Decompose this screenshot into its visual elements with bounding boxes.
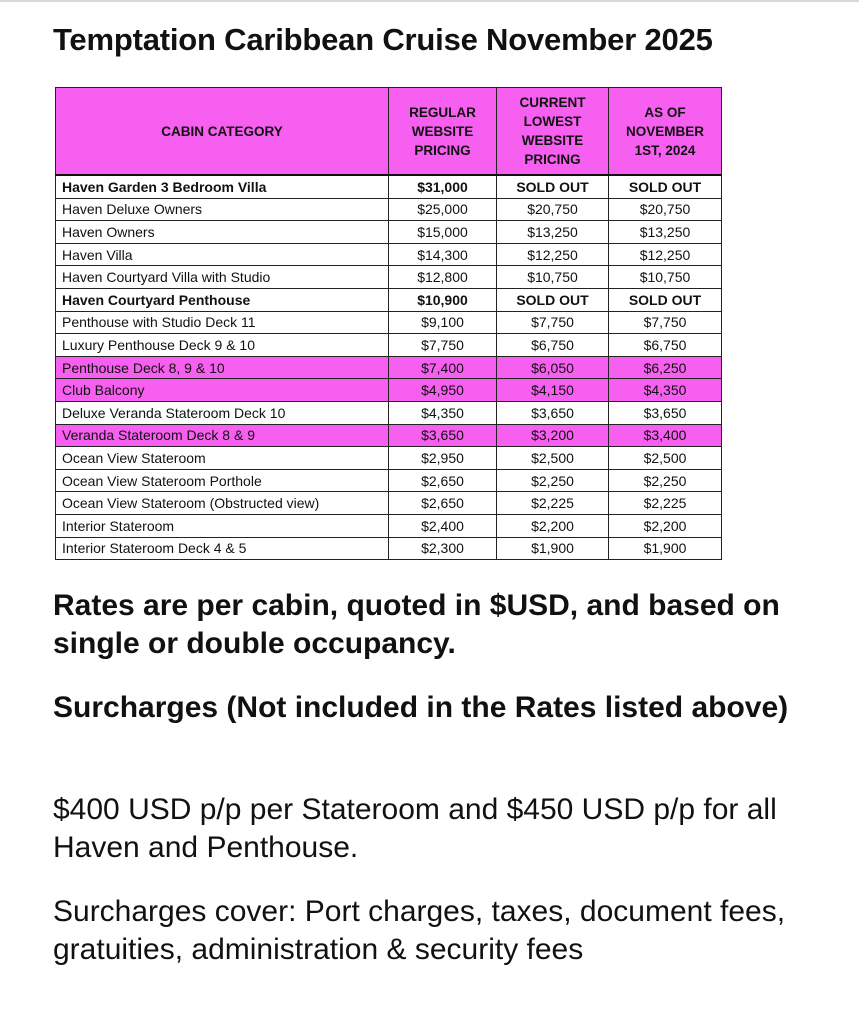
cell-current-price: $10,750 xyxy=(497,266,609,289)
cell-asof-price: $6,750 xyxy=(609,334,722,357)
table-row xyxy=(56,356,722,379)
cell-current-price: $3,200 xyxy=(497,424,609,447)
cell-current-price: SOLD OUT xyxy=(497,288,609,311)
cell-regular-price: $4,950 xyxy=(389,379,497,402)
cell-regular-price: $3,650 xyxy=(389,424,497,447)
cell-asof-price: $6,250 xyxy=(609,356,722,379)
cell-cabin: Interior Stateroom Deck 4 & 5 xyxy=(56,537,389,560)
header-current-lowest-pricing: CURRENT LOWEST WEBSITE PRICING xyxy=(497,88,609,176)
cell-cabin: Ocean View Stateroom Porthole xyxy=(56,469,389,492)
cell-current-price: $2,200 xyxy=(497,514,609,537)
cell-asof-price: $1,900 xyxy=(609,537,722,560)
cell-asof-price: $20,750 xyxy=(609,198,722,221)
header-cabin-category: CABIN CATEGORY xyxy=(56,88,389,176)
cell-current-price: $1,900 xyxy=(497,537,609,560)
cell-asof-price: $4,350 xyxy=(609,379,722,402)
cell-current-price: $4,150 xyxy=(497,379,609,402)
cell-current-price: $2,250 xyxy=(497,469,609,492)
table-row xyxy=(56,514,722,537)
table-row xyxy=(56,401,722,424)
cell-regular-price: $7,400 xyxy=(389,356,497,379)
cell-regular-price: $2,300 xyxy=(389,537,497,560)
cell-asof-price: SOLD OUT xyxy=(609,175,722,198)
cell-cabin: Deluxe Veranda Stateroom Deck 10 xyxy=(56,401,389,424)
cell-regular-price: $14,300 xyxy=(389,243,497,266)
cell-current-price: $7,750 xyxy=(497,311,609,334)
cell-cabin: Penthouse Deck 8, 9 & 10 xyxy=(56,356,389,379)
cell-current-price: $6,750 xyxy=(497,334,609,357)
cell-asof-price: $13,250 xyxy=(609,221,722,244)
cell-asof-price: $2,200 xyxy=(609,514,722,537)
cell-cabin: Interior Stateroom xyxy=(56,514,389,537)
cell-regular-price: $7,750 xyxy=(389,334,497,357)
cell-current-price: $3,650 xyxy=(497,401,609,424)
table-row xyxy=(56,334,722,357)
cell-cabin: Haven Courtyard Villa with Studio xyxy=(56,266,389,289)
surcharges-cover: Surcharges cover: Port charges, taxes, document fees, gratuities, administration & security fees xyxy=(53,895,786,966)
cell-asof-price: $2,225 xyxy=(609,492,722,515)
cell-regular-price: $12,800 xyxy=(389,266,497,289)
cell-asof-price: $10,750 xyxy=(609,266,722,289)
header-regular-pricing: REGULAR WEBSITE PRICING xyxy=(389,88,497,176)
cell-current-price: $13,250 xyxy=(497,221,609,244)
cell-cabin: Ocean View Stateroom xyxy=(56,447,389,470)
rates-note: Rates are per cabin, quoted in $USD, and based on single or double occupancy. xyxy=(53,589,780,660)
cell-cabin: Haven Courtyard Penthouse xyxy=(56,288,389,311)
cell-cabin: Veranda Stateroom Deck 8 & 9 xyxy=(56,424,389,447)
header-as-of-date: AS OF NOVEMBER 1ST, 2024 xyxy=(609,88,722,176)
cell-asof-price: $12,250 xyxy=(609,243,722,266)
cell-cabin: Luxury Penthouse Deck 9 & 10 xyxy=(56,334,389,357)
cell-cabin: Haven Villa xyxy=(56,243,389,266)
cell-regular-price: $2,400 xyxy=(389,514,497,537)
cell-cabin: Club Balcony xyxy=(56,379,389,402)
cell-asof-price: SOLD OUT xyxy=(609,288,722,311)
cell-regular-price: $9,100 xyxy=(389,311,497,334)
cell-cabin: Ocean View Stateroom (Obstructed view) xyxy=(56,492,389,515)
table-row xyxy=(56,447,722,470)
table-row xyxy=(56,492,722,515)
cell-asof-price: $2,250 xyxy=(609,469,722,492)
pricing-table xyxy=(55,87,722,560)
cell-asof-price: $3,650 xyxy=(609,401,722,424)
cell-regular-price: $31,000 xyxy=(389,175,497,198)
table-row xyxy=(56,243,722,266)
cell-regular-price: $2,650 xyxy=(389,469,497,492)
cell-regular-price: $25,000 xyxy=(389,198,497,221)
surcharges-heading: Surcharges (Not included in the Rates listed above) xyxy=(53,691,789,724)
cell-current-price: $2,225 xyxy=(497,492,609,515)
cell-cabin: Penthouse with Studio Deck 11 xyxy=(56,311,389,334)
cell-asof-price: $7,750 xyxy=(609,311,722,334)
table-row xyxy=(56,175,722,198)
cell-asof-price: $3,400 xyxy=(609,424,722,447)
page-title: Temptation Caribbean Cruise November 2025 xyxy=(53,22,713,57)
table-header-row xyxy=(56,88,722,176)
cell-regular-price: $15,000 xyxy=(389,221,497,244)
cell-cabin: Haven Owners xyxy=(56,221,389,244)
table-row xyxy=(56,266,722,289)
table-row xyxy=(56,424,722,447)
table-row xyxy=(56,198,722,221)
cell-cabin: Haven Garden 3 Bedroom Villa xyxy=(56,175,389,198)
table-row xyxy=(56,288,722,311)
surcharges-amount: $400 USD p/p per Stateroom and $450 USD p/p for all Haven and Penthouse. xyxy=(53,793,777,864)
cell-asof-price: $2,500 xyxy=(609,447,722,470)
table-row xyxy=(56,469,722,492)
cell-cabin: Haven Deluxe Owners xyxy=(56,198,389,221)
top-divider xyxy=(0,0,859,2)
table-row xyxy=(56,379,722,402)
cell-regular-price: $2,650 xyxy=(389,492,497,515)
cell-current-price: $12,250 xyxy=(497,243,609,266)
table-row xyxy=(56,311,722,334)
cell-current-price: $6,050 xyxy=(497,356,609,379)
cell-regular-price: $4,350 xyxy=(389,401,497,424)
cell-regular-price: $10,900 xyxy=(389,288,497,311)
cell-regular-price: $2,950 xyxy=(389,447,497,470)
table-row xyxy=(56,221,722,244)
cell-current-price: SOLD OUT xyxy=(497,175,609,198)
cell-current-price: $2,500 xyxy=(497,447,609,470)
cell-current-price: $20,750 xyxy=(497,198,609,221)
table-row xyxy=(56,537,722,560)
